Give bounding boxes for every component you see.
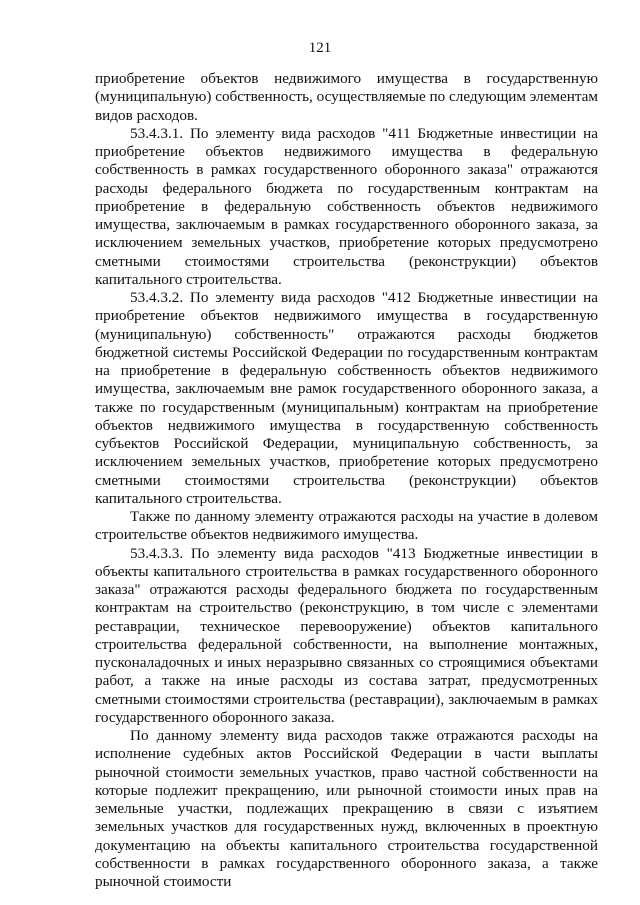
paragraph-53-4-3-3: 53.4.3.3. По элементу вида расходов "413 Бюджетные инвестиции в объекты капитального строительства в рамках государственного оборонного заказа" отражаются расходы федерального бюджета по государственным контрактам на строительство (реконструкцию, в том числе с элементами реставрации, техническое перевооружение) объектов капитального строительства федеральной собственности, на выполнение монтажных, пусконаладочных и иных неразрывно связанных со строящимися объектами работ, а также на иные расходы из состава затрат, предусмотренных сметными стоимостями строительства (реставрации), заключаемым в рамках государственного оборонного заказа. (95, 544, 598, 726)
paragraph-53-4-3-1: 53.4.3.1. По элементу вида расходов "411 Бюджетные инвестиции на приобретение объектов недвижимого имущества в федеральную собственность в рамках государственного оборонного заказа" отражаются расходы федерального бюджета по государственным контрактам на приобретение в федеральную собственность объектов недвижимого имущества, заключаемым в рамках государственного оборонного заказа, за исключением земельных участков, приобретение которых предусмотрено сметными стоимостями строительства (реконструкции) объектов капитального строительства. (95, 124, 598, 288)
paragraph-53-4-3-2: 53.4.3.2. По элементу вида расходов "412 Бюджетные инвестиции на приобретение объектов недвижимого имущества в государственную (муниципальную) собственность" отражаются расходы бюджетов бюджетной системы Российской Федерации по государственным контрактам на приобретение в федеральную собственность объектов недвижимого имущества, заключаемым вне рамок государственного оборонного заказа, а также по государственным (муниципальным) контрактам на приобретение объектов недвижимого имущества в государственную собственность субъектов Российской Федерации, муниципальную собственность, за исключением земельных участков, приобретение которых предусмотрено сметными стоимостями строительства (реконструкции) объектов капитального строительства. (95, 289, 598, 507)
paragraph-continuation: приобретение объектов недвижимого имущества в государственную (муниципальную) собственность, осуществляемые по следующим элементам видов расходов. (95, 70, 599, 124)
body-text (95, 70, 598, 891)
paragraph-court-acts: По данному элементу вида расходов также отражаются расходы на исполнение судебных актов Российской Федерации в части выплаты рыночной стоимости земельных участков, право частной собственности на которые подлежит прекращению, или рыночной стоимости иных прав на земельные участки, подлежащих прекращению в связи с изъятием земельных участков для государственных нужд, включенных в проектную документацию на объекты капитального строительства государственной собственности в рамках государственного оборонного заказа, а также рыночной стоимости (95, 727, 598, 890)
page-number: 121 (308, 40, 332, 56)
paragraph-shared-construction: Также по данному элементу отражаются расходы на участие в долевом строительстве объектов недвижимого имущества. (95, 508, 598, 544)
